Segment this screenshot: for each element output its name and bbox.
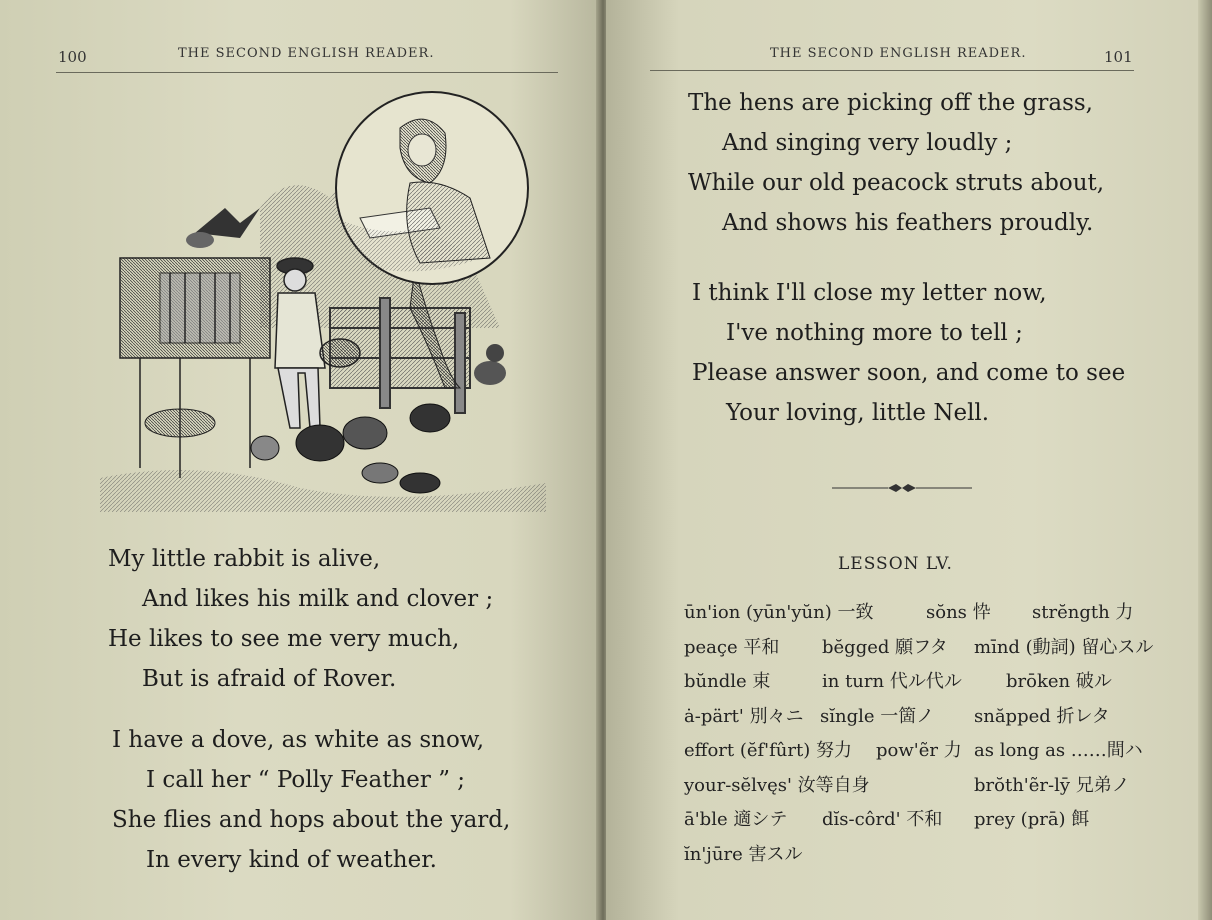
vocab-entry: snăpped 折レタ [974,705,1110,727]
running-head: THE SECOND ENGLISH READER. [770,46,1027,61]
verse-line: And likes his milk and clover ; [142,586,494,612]
vocab-entry: peaçe 平和 [684,636,780,658]
vocab-entry: sĭngle 一箇ノ [820,705,935,727]
vocab-entry: brŏth'ẽr-lȳ 兄弟ノ [974,774,1130,796]
engraving-illustration [100,88,546,512]
header-rule [650,70,1134,71]
verse-line: I think I'll close my letter now, [692,280,1047,306]
vocab-entry: brōken 破ル [1006,671,1112,692]
vocab-entry: ūn'ion (yūn'yŭn) 一致 [684,602,874,623]
vocab-row [684,631,1154,666]
vocab-entry: your-sĕlvęs' 汝等自身 [684,774,870,796]
verse-line: Your loving, little Nell. [726,400,990,426]
left-page [0,0,600,920]
ornament-divider [832,480,972,496]
vocab-row [684,769,1154,804]
vocab-row [684,665,1154,700]
vocabulary-list [684,596,1154,872]
vocab-entry: mīnd (動詞) 留心スル [974,636,1154,658]
vocab-row [684,596,1154,631]
vocab-entry: effort (ĕf'fûrt) 努力 [684,740,852,761]
vocab-entry: ā'ble 適シテ [684,809,788,830]
vocab-row [684,700,1154,735]
vocab-entry: in turn 代ル代ル [822,671,962,692]
vocab-row [684,803,1154,838]
stanza-3 [688,83,1104,243]
verse-line: She flies and hops about the yard, [112,807,511,833]
verse-line: My little rabbit is alive, [108,546,381,572]
verse-line: I have a dove, as white as snow, [112,727,485,753]
verse-line: In every kind of weather. [146,847,437,873]
vocab-entry: prey (prā) 餌 [974,809,1090,830]
lesson-title: LESSON LV. [838,554,953,574]
stanza-4 [692,273,1125,433]
verse-line: Please answer soon, and come to see [692,360,1126,386]
verse-line: And singing very loudly ; [722,130,1013,156]
vocab-entry: ȧ-pärt' 別々ニ [684,705,804,727]
page-number: 100 [58,48,87,66]
vocab-entry: dĭs-côrd' 不和 [822,809,943,830]
vocab-entry: bŭndle 束 [684,671,771,692]
verse-line: He likes to see me very much, [108,626,460,652]
page-edge [1198,0,1212,920]
vocab-entry: sŏns 忰 [926,602,991,623]
verse-line: I call her “ Polly Feather ” ; [146,767,466,793]
header-rule [56,72,558,73]
vocab-entry: as long as ……間ハ [974,740,1143,761]
verse-line: And shows his feathers proudly. [722,210,1094,236]
verse-line: The hens are picking off the grass, [688,90,1093,116]
page-number: 101 [1104,48,1133,66]
stanza-1 [108,539,493,699]
vocab-entry: strĕngth 力 [1032,602,1134,623]
running-head: THE SECOND ENGLISH READER. [178,46,435,61]
vocab-entry: ĭn'jūre 害スル [684,843,803,865]
verse-line: I've nothing more to tell ; [726,320,1023,346]
verse-line: But is afraid of Rover. [142,666,397,692]
vocab-entry: bĕgged 願フタ [822,636,948,658]
vocab-row [684,734,1154,769]
vocab-row [684,838,1154,873]
vocab-entry: pow'ẽr 力 [876,740,962,761]
verse-line: While our old peacock struts about, [688,170,1105,196]
stanza-2 [112,720,510,880]
